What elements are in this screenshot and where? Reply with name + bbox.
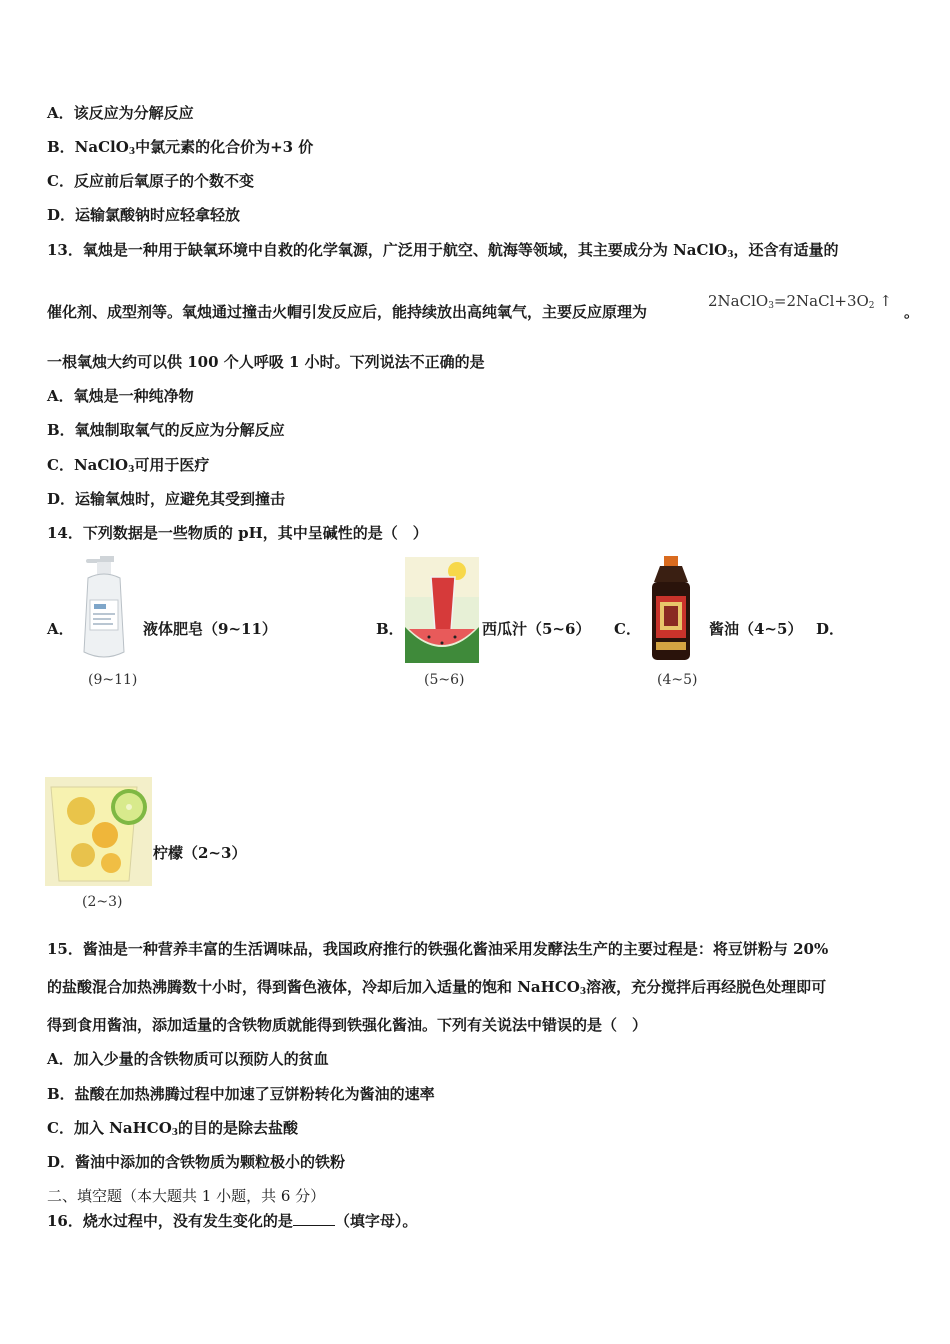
- q14-option-c-text: 酱油（4~5）: [709, 620, 803, 638]
- q15-option-b: B．盐酸在加热沸腾过程中加速了豆饼粉转化为酱油的速率: [47, 1085, 435, 1103]
- q14-option-c-caption: (4~5): [657, 672, 698, 688]
- q14-option-b-caption: (5~6): [424, 672, 465, 688]
- soy-sauce-image: [646, 556, 696, 664]
- q15-stem-line2: 的盐酸混合加热沸腾数十小时，得到酱色液体，冷却后加入适量的饱和 NaHCO$_3$溶液，充分搅拌后再经脱色处理即可: [47, 978, 827, 997]
- q13-option-a: A．氧烛是一种纯净物: [47, 387, 194, 405]
- q15-stem-line3: 得到食用酱油，添加适量的含铁物质就能得到铁强化酱油。下列有关说法中错误的是（ ）: [47, 1016, 648, 1034]
- q12-option-b: B．NaClO$_3$中氯元素的化合价为+3 价: [47, 138, 314, 157]
- q12-option-a: A．该反应为分解反应: [47, 104, 194, 122]
- q15-option-c: C．加入 NaHCO$_3$的目的是除去盐酸: [47, 1119, 299, 1138]
- q13-option-d: D．运输氧烛时，应避免其受到撞击: [47, 490, 286, 508]
- section-heading: 二、填空题（本大题共 1 小题，共 6 分）: [47, 1187, 326, 1205]
- q12-option-c: C．反应前后氧原子的个数不变: [47, 172, 254, 190]
- q13-option-b: B．氧烛制取氧气的反应为分解反应: [47, 421, 285, 439]
- q12-option-d: D．运输氯酸钠时应轻拿轻放: [47, 206, 241, 224]
- q15-stem-line1: 15．酱油是一种营养丰富的生活调味品，我国政府推行的铁强化酱油采用发酵法生产的主要过程是：将豆饼粉与 20%: [47, 940, 829, 958]
- q14-option-d-caption: (2~3): [82, 894, 123, 910]
- q14-option-c-letter: C．: [614, 620, 641, 638]
- q14-option-b-text: 西瓜汁（5~6）: [482, 620, 591, 638]
- q14-option-d-text: 柠檬（2~3）: [153, 844, 247, 862]
- lemon-drink-image: [45, 777, 152, 886]
- q14-option-a-caption: (9~11): [88, 672, 138, 688]
- q13-stem-line3: 一根氧烛大约可以供 100 个人呼吸 1 小时。下列说法不正确的是: [47, 353, 485, 371]
- q14-option-d-letter: D．: [816, 620, 845, 638]
- q13-stem-line1: 13．氧烛是一种用于缺氧环境中自救的化学氧源，广泛用于航空、航海等领域，其主要成分为 NaClO$_3$，还含有适量的: [47, 241, 839, 260]
- q14-stem: 14．下列数据是一些物质的 pH，其中呈碱性的是（ ）: [47, 524, 428, 542]
- watermelon-juice-image: [405, 557, 479, 663]
- q14-option-b-letter: B．: [376, 620, 404, 638]
- q15-option-d: D．酱油中添加的含铁物质为颗粒极小的铁粉: [47, 1153, 346, 1171]
- q13-stem-line2: 催化剂、成型剂等。氧烛通过撞击火帽引发反应后，能持续放出高纯氧气，主要反应原理为: [47, 303, 648, 321]
- q16-answer-blank[interactable]: [293, 1213, 335, 1226]
- q14-option-a-text: 液体肥皂（9~11）: [143, 620, 277, 638]
- q13-option-c: C．NaClO$_3$可用于医疗: [47, 456, 210, 475]
- q13-stem-period: 。: [904, 303, 920, 321]
- q16-stem: 16．烧水过程中，没有发生变化的是 （填字母）。: [47, 1212, 418, 1230]
- q14-option-a-letter: A．: [47, 620, 74, 638]
- q13-reaction-equation: $2NaClO_3=2NaCl+3O_2$ ↑: [708, 292, 892, 311]
- liquid-soap-image: [78, 556, 130, 664]
- q15-option-a: A．加入少量的含铁物质可以预防人的贫血: [47, 1050, 329, 1068]
